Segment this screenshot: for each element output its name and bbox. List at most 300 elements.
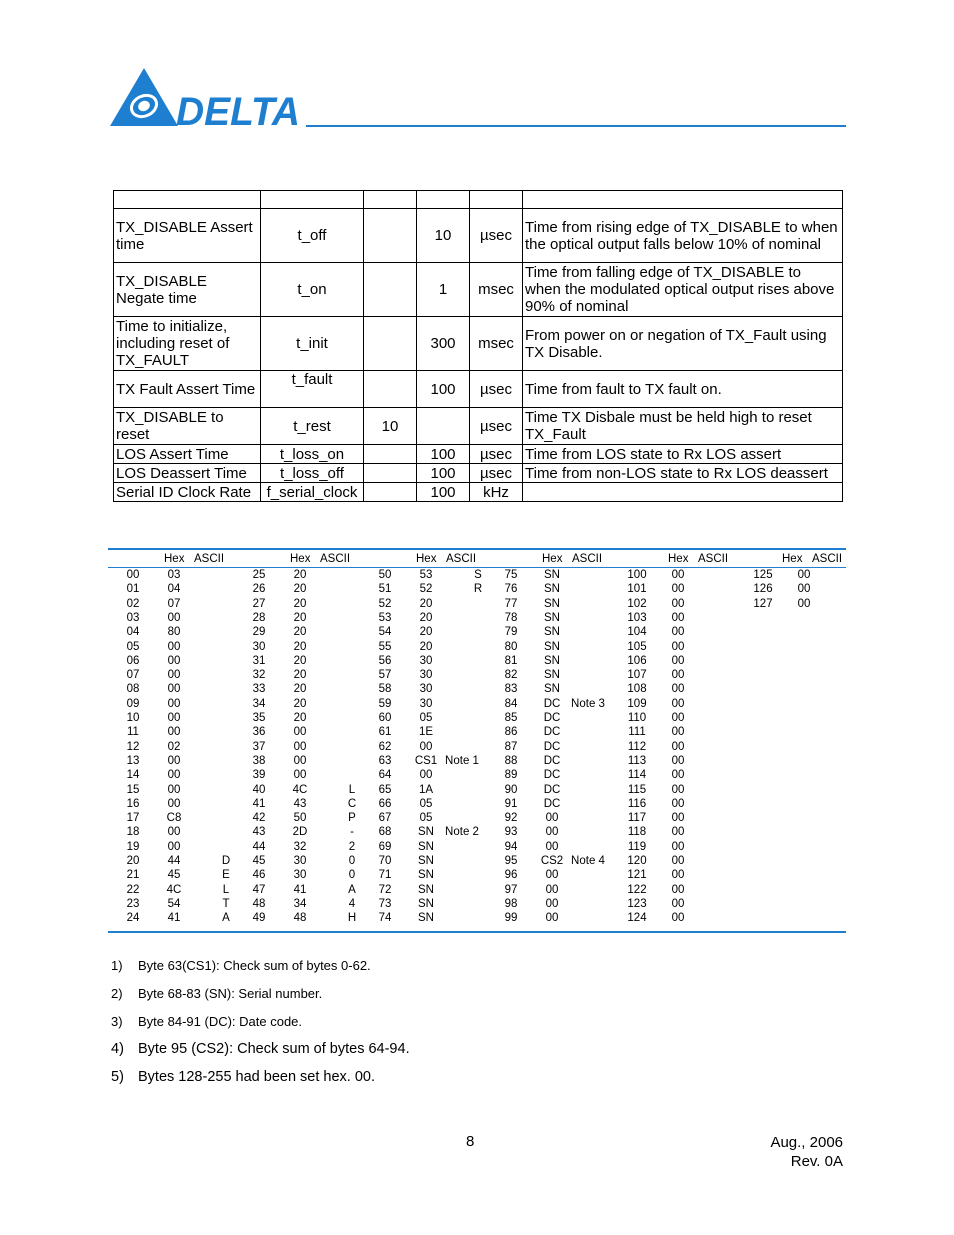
address-cell: 109 [627,697,647,710]
hex-cell: 53 [419,569,433,581]
hex-column-header: Hex [542,553,563,565]
address-cell: 124 [627,912,647,925]
hex-cell: 20 [293,654,307,667]
address-cell: 37 [252,740,266,753]
address-cell: 71 [378,869,392,882]
hex-cell: 30 [419,669,433,682]
address-cell: 46 [252,869,266,882]
hex-cell: 20 [293,583,307,596]
note-5: 5) Bytes 128-255 had been set hex. 00. [111,1069,376,1085]
min-cell [364,263,417,317]
address-cell: 44 [252,840,266,853]
address-cell: 16 [126,797,140,810]
ascii-column-header: ASCII [812,553,843,565]
serial-id-row [108,654,846,668]
hex-cell: 32 [293,840,307,853]
hex-cell: 34 [293,897,307,910]
address-cell: 74 [378,912,392,925]
hex-cell: 00 [671,754,685,767]
serial-id-row [108,611,846,625]
serial-id-row [108,811,846,825]
address-cell: 91 [504,797,518,810]
address-cell: 75 [504,569,518,581]
parameter-cell: Serial ID Clock Rate [114,483,261,502]
address-cell: 54 [378,626,392,639]
serial-id-row [108,597,846,611]
address-cell: 111 [628,726,646,739]
hex-cell: 00 [797,597,811,610]
address-cell: 93 [504,826,518,839]
hex-cell: 00 [167,826,181,839]
min-cell [364,445,417,464]
hex-cell: 00 [293,754,307,767]
min-cell [364,464,417,483]
serial-id-row [108,625,846,639]
hex-cell: 48 [293,912,307,925]
ascii-column-header: ASCII [698,553,729,565]
address-cell: 45 [252,855,266,867]
notes-cell: Time from LOS state to Rx LOS assert [523,445,843,464]
hex-cell: 07 [167,597,181,610]
hex-cell: SN [418,869,434,882]
address-cell: 39 [252,769,266,782]
address-cell: 22 [126,883,140,896]
address-cell: 97 [504,883,518,896]
address-cell: 33 [252,683,266,696]
address-cell: 02 [126,597,140,610]
address-cell: 107 [627,669,647,682]
hex-cell: 00 [167,712,181,724]
timing-header-cell [261,191,364,209]
serial-id-row [108,897,846,911]
address-cell: 29 [252,626,266,639]
ascii-cell: H [347,912,357,925]
parameter-cell: TX Fault Assert Time [114,371,261,408]
address-cell: 57 [378,669,392,682]
address-cell: 86 [504,726,518,739]
hex-cell: 20 [419,597,433,610]
address-cell: 121 [627,869,647,882]
min-cell [364,371,417,408]
timing-header-cell [114,191,261,209]
address-cell: 66 [378,797,392,810]
hex-cell: DC [543,769,561,782]
address-cell: 06 [126,654,140,667]
hex-cell: 00 [167,783,181,796]
unit-cell: µsec [470,445,523,464]
timing-header-row [114,191,843,209]
serial-id-row [108,582,846,596]
address-cell: 38 [252,754,266,767]
hex-cell: 00 [167,611,181,624]
hex-cell: 00 [545,869,559,882]
timing-header-cell [470,191,523,209]
ascii-cell: Note 3 [571,697,605,710]
max-cell: 1 [417,263,470,317]
address-cell: 85 [504,712,518,724]
address-cell: 41 [252,797,266,810]
hex-cell: 00 [671,583,685,596]
hex-cell: 1E [418,726,434,739]
hex-cell: 05 [419,797,433,810]
hex-cell: DC [543,726,561,739]
unit-cell: msec [470,317,523,371]
hex-cell: 4C [166,883,182,896]
ascii-cell: L [222,883,230,896]
ascii-cell: 0 [348,869,356,882]
hex-cell: 20 [293,569,307,581]
address-cell: 00 [126,569,140,581]
hex-cell: 00 [545,897,559,910]
address-cell: 15 [126,783,140,796]
hex-cell: 20 [293,683,307,696]
address-cell: 34 [252,697,266,710]
ascii-cell: 0 [348,855,356,867]
min-cell: 10 [364,408,417,445]
address-cell: 105 [627,640,647,653]
hex-cell: SN [544,569,560,581]
serial-id-row [108,854,846,868]
hex-cell: SN [544,597,560,610]
address-cell: 32 [252,669,266,682]
address-cell: 99 [504,912,518,925]
logo-text: DELTA [176,90,300,128]
unit-cell: msec [470,263,523,317]
ascii-cell: E [222,869,230,882]
address-cell: 19 [126,840,140,853]
symbol-cell: f_serial_clock [261,483,364,502]
ascii-column-header: ASCII [446,553,477,565]
hex-cell: 00 [419,769,433,782]
address-cell: 52 [378,597,392,610]
address-cell: 23 [126,897,140,910]
min-cell [364,209,417,263]
hex-cell: 45 [167,869,181,882]
hex-cell: CS1 [414,754,438,767]
address-cell: 11 [127,726,139,739]
hex-cell: SN [418,883,434,896]
timing-header-cell [523,191,843,209]
serial-id-row [108,568,846,582]
address-cell: 120 [627,855,647,867]
hex-cell: 41 [293,883,307,896]
address-cell: 01 [126,583,140,596]
hex-cell: 30 [419,683,433,696]
ascii-cell: T [222,897,230,910]
hex-cell: 52 [419,583,433,596]
serial-id-row [108,840,846,854]
footer-date-text: Aug., 2006 [770,1134,843,1151]
hex-cell: SN [544,683,560,696]
hex-cell: 00 [671,840,685,853]
max-cell [417,408,470,445]
symbol-cell: t_off [261,209,364,263]
parameter-cell: TX_DISABLE to reset [114,408,261,445]
hex-cell: 20 [419,626,433,639]
parameter-cell: LOS Assert Time [114,445,261,464]
address-cell: 28 [252,611,266,624]
address-cell: 53 [378,611,392,624]
address-cell: 12 [126,740,140,753]
hex-column-header: Hex [782,553,803,565]
hex-cell: 00 [167,840,181,853]
hex-cell: 00 [797,569,811,581]
address-cell: 26 [252,583,266,596]
ascii-cell: C [347,797,357,810]
hex-cell: 00 [545,840,559,853]
serial-id-row [108,740,846,754]
hex-cell: 00 [167,697,181,710]
hex-cell: 20 [293,712,307,724]
hex-cell: 20 [293,640,307,653]
address-cell: 68 [378,826,392,839]
address-cell: 123 [627,897,647,910]
address-cell: 48 [252,897,266,910]
hex-cell: 00 [671,740,685,753]
hex-cell: 00 [671,783,685,796]
address-cell: 49 [252,912,266,925]
address-cell: 73 [378,897,392,910]
address-cell: 88 [504,754,518,767]
hex-cell: 2D [292,826,308,839]
address-cell: 14 [126,769,140,782]
hex-cell: SN [544,640,560,653]
address-cell: 115 [627,783,647,796]
hex-cell: 00 [671,569,685,581]
footer-revision: Rev. 0A [790,1153,843,1170]
hex-cell: 00 [671,912,685,925]
hex-cell: 00 [167,769,181,782]
address-cell: 70 [378,855,392,867]
hex-cell: 00 [167,640,181,653]
serial-id-row [108,825,846,839]
hex-cell: SN [418,826,434,839]
hex-cell: CS2 [540,855,564,867]
address-cell: 89 [504,769,518,782]
hex-cell: 00 [671,712,685,724]
ascii-cell: Note 2 [445,826,479,839]
hex-cell: 00 [167,726,181,739]
ascii-cell: S [474,569,482,581]
address-cell: 110 [627,712,647,724]
hex-cell: 00 [797,583,811,596]
hex-cell: 00 [671,855,685,867]
serial-id-row [108,868,846,882]
timing-row [114,408,843,445]
address-cell: 17 [126,812,140,825]
address-cell: 51 [378,583,392,596]
notes-cell: From power on or negation of TX_Fault using TX Disable. [523,317,843,371]
serial-id-row [108,697,846,711]
timing-row [114,371,843,408]
address-cell: 08 [126,683,140,696]
address-cell: 98 [504,897,518,910]
address-cell: 94 [504,840,518,853]
parameter-cell: TX_DISABLE Negate time [114,263,261,317]
address-cell: 118 [627,826,647,839]
hex-cell: SN [544,626,560,639]
ascii-cell: Note 1 [445,754,479,767]
hex-cell: 00 [293,740,307,753]
address-cell: 114 [627,769,647,782]
address-cell: 18 [126,826,140,839]
address-cell: 35 [252,712,266,724]
hex-cell: 54 [167,897,181,910]
address-cell: 127 [753,597,773,610]
hex-cell: 00 [671,897,685,910]
ascii-cell: Note 4 [571,855,605,867]
address-cell: 104 [627,626,647,639]
note-1: 1) Byte 63(CS1): Check sum of bytes 0-62. [111,958,371,973]
ascii-cell: 4 [348,897,356,910]
max-cell: 100 [417,371,470,408]
hex-cell: 03 [167,569,181,581]
hex-cell: 05 [419,812,433,825]
hex-cell: 00 [671,697,685,710]
address-cell: 106 [627,654,647,667]
notes-cell: Time TX Disbale must be held high to reset TX_Fault [523,408,843,445]
hex-column-header: Hex [290,553,311,565]
parameter-cell: LOS Deassert Time [114,464,261,483]
hex-cell: 00 [167,754,181,767]
address-cell: 07 [126,669,140,682]
hex-cell: 04 [167,583,181,596]
hex-cell: 00 [671,797,685,810]
hex-cell: C8 [166,812,182,825]
min-cell [364,317,417,371]
address-cell: 61 [378,726,392,739]
hex-cell: 41 [167,912,181,925]
unit-cell: µsec [470,209,523,263]
unit-cell: µsec [470,464,523,483]
serial-id-row [108,783,846,797]
address-cell: 84 [504,697,518,710]
timing-row [114,317,843,371]
hex-cell: DC [543,783,561,796]
address-cell: 04 [126,626,140,639]
address-cell: 108 [627,683,647,696]
address-cell: 31 [252,654,266,667]
hex-column-header: Hex [668,553,689,565]
hex-cell: SN [544,611,560,624]
max-cell: 100 [417,483,470,502]
address-cell: 62 [378,740,392,753]
address-cell: 55 [378,640,392,653]
hex-cell: SN [544,654,560,667]
notes-cell: Time from falling edge of TX_DISABLE to when the modulated optical output rises above 90% of nominal [523,263,843,317]
address-cell: 116 [627,797,647,810]
ascii-cell: L [348,783,356,796]
hex-cell: 00 [167,797,181,810]
hex-cell: 00 [671,726,685,739]
address-cell: 95 [504,855,518,867]
hex-cell: 20 [293,669,307,682]
address-cell: 24 [126,912,140,925]
address-cell: 36 [252,726,266,739]
hex-cell: 50 [293,812,307,825]
timing-header-cell [364,191,417,209]
address-cell: 92 [504,812,518,825]
hex-cell: DC [543,754,561,767]
address-cell: 03 [126,611,140,624]
hex-cell: SN [418,897,434,910]
hex-cell: 4C [292,783,308,796]
hex-cell: DC [543,797,561,810]
hex-cell: 20 [293,597,307,610]
address-cell: 101 [627,583,647,596]
hex-cell: 00 [545,912,559,925]
max-cell: 100 [417,464,470,483]
address-cell: 42 [252,812,266,825]
address-cell: 09 [126,697,140,710]
address-cell: 100 [627,569,647,581]
address-cell: 67 [378,812,392,825]
hex-cell: 00 [671,654,685,667]
hex-cell: SN [544,583,560,596]
hex-cell: 00 [545,883,559,896]
address-cell: 59 [378,697,392,710]
hex-cell: 00 [671,869,685,882]
hex-cell: 00 [293,726,307,739]
notes-cell: Time from rising edge of TX_DISABLE to when the optical output falls below 10% of nominal [523,209,843,263]
symbol-cell: t_loss_on [261,445,364,464]
serial-id-header [108,550,846,568]
hex-column-header: Hex [416,553,437,565]
ascii-cell: - [350,826,354,839]
serial-id-row [108,668,846,682]
hex-cell: 02 [167,740,181,753]
parameter-cell: Time to initialize, including reset of TX_FAULT [114,317,261,371]
hex-cell: 00 [167,654,181,667]
symbol-cell: t_fault [261,371,364,408]
footer-date [770,1133,843,1171]
serial-id-row [108,754,846,768]
timing-table [113,190,843,502]
ascii-column-header: ASCII [320,553,351,565]
address-cell: 125 [753,569,773,581]
address-cell: 96 [504,869,518,882]
notes-cell: Time from non-LOS state to Rx LOS deassert [523,464,843,483]
timing-header-cell [417,191,470,209]
hex-column-header: Hex [164,553,185,565]
ascii-column-header: ASCII [194,553,225,565]
notes-cell [523,483,843,502]
address-cell: 83 [504,683,518,696]
hex-cell: SN [418,912,434,925]
note-3: 3) Byte 84-91 (DC): Date code. [111,1014,303,1029]
address-cell: 126 [753,583,773,596]
symbol-cell: t_loss_off [261,464,364,483]
hex-cell: 80 [167,626,181,639]
address-cell: 81 [504,654,518,667]
hex-cell: 00 [545,826,559,839]
hex-cell: DC [543,697,561,710]
address-cell: 25 [252,569,266,581]
symbol-cell: t_init [261,317,364,371]
hex-cell: 00 [167,669,181,682]
symbol-cell: t_rest [261,408,364,445]
address-cell: 40 [252,783,266,796]
ascii-cell: A [222,912,230,925]
max-cell: 10 [417,209,470,263]
hex-cell: 20 [293,697,307,710]
serial-id-table [108,548,846,933]
note-2: 2) Byte 68-83 (SN): Serial number. [111,986,323,1001]
ascii-cell: P [348,812,356,825]
hex-cell: 00 [671,812,685,825]
address-cell: 58 [378,683,392,696]
address-cell: 47 [252,883,266,896]
